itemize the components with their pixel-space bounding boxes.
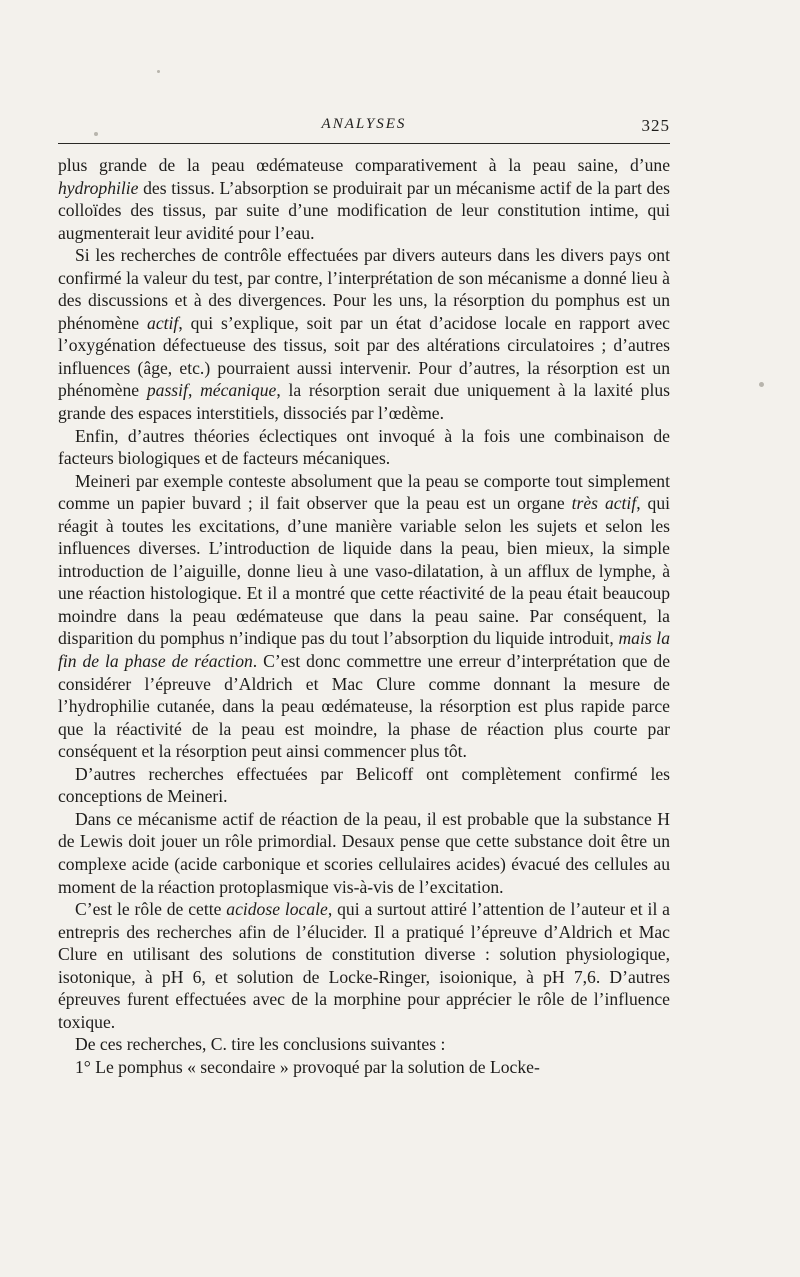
text-run: Meineri par exemple conteste absolument que la peau se comporte tout simplement comme un papier buvard ; il fait observer que la peau est un organe	[58, 470, 670, 514]
body-text	[58, 154, 670, 1078]
text-run: , qui réagit à toutes les excitations, d’une manière variable selon les sujets et selon les influences diverses. L’introduction de liquide dans la peau, bien mieux, la simple introduction de l’aiguille, donne lieu à une vaso-dilatation, à un afflux de lymphe, à une réaction histologique. Et il a montré que cette réactivité de la peau était beaucoup moindre dans la peau œdémateuse que dans la peau saine. Par conséquent, la disparition du pomphus n’indique pas du tout l’absorption du liquide introduit,	[58, 493, 671, 649]
text-run: Si les recherches de contrôle effectuées par divers auteurs dans les divers pays ont confirmé la valeur du test, par contre, l’interprétation de son mécanisme a donné lieu à des discussions et à des divergences. Pour les uns, la résorption du pomphus est un phénomène	[58, 245, 670, 333]
paragraph	[58, 425, 670, 470]
text-run: D’autres recherches effectuées par Belicoff ont complètement confirmé les conceptions de Meineri.	[58, 763, 670, 807]
paragraph	[58, 470, 670, 763]
paragraph	[58, 1033, 670, 1056]
text-run: , qui a surtout attiré l’attention de l’auteur et il a entrepris des recherches afin de l’élucider. Il a pratiqué l’épreuve d’Aldrich et Mac Clure en utilisant des solutions de constitution diverse : solution physiologique, isotonique, à pH 6, et solution de Locke-Ringer, isoionique, à pH 7,6. D’autres épreuves furent effectuées avec de la morphine pour apprécier le rôle de l’influence toxique.	[58, 899, 670, 1032]
paper-speck	[759, 382, 764, 387]
paragraph	[58, 244, 670, 424]
emphasis: très actif	[571, 493, 637, 514]
text-run: De ces recherches, C. tire les conclusions suivantes :	[75, 1034, 446, 1055]
text-run: des tissus. L’absorption se produirait par un mécanisme actif de la part des colloïdes des tissus, par suite d’une modification de leur constitution intime, qui augmenterait leur avidité pour l’eau.	[58, 177, 670, 243]
text-run: plus grande de la peau œdémateuse comparativement à la peau saine, d’une	[58, 155, 670, 175]
header-rule	[58, 143, 670, 144]
text-run: . C’est donc commettre une erreur d’interprétation que de considérer l’épreuve d’Aldrich et Mac Clure comme donnant la mesure de l’hydrophilie cutanée, dans la peau œdémateuse, la résorption est plus rapide parce que la réactivité de la peau est moindre, la phase de réaction plus courte par conséquent et la résorption peut ainsi commencer plus tôt.	[58, 651, 671, 762]
text-run: , qui s’explique, soit par un état d’acidose locale en rapport avec l’oxygénation défectueuse des tissus, soit par des altérations circulatoires ; d’autres influences (âge, etc.) pourraient aussi intervenir. Pour d’autres, la résorption est un phénomène	[58, 312, 670, 401]
paragraph	[58, 154, 670, 244]
text-run: , la résorption serait due uniquement à la laxité plus grande des espaces interstitiels, dissociés par l’œdème.	[58, 380, 671, 424]
emphasis: acidose locale	[226, 899, 328, 920]
paragraph	[58, 898, 670, 1033]
running-title: ANALYSES	[321, 116, 407, 132]
emphasis: actif	[147, 312, 179, 333]
text-run: 1° Le pomphus « secondaire » provoqué par la solution de Locke-	[75, 1056, 540, 1077]
paper-speck	[157, 70, 160, 73]
text-run: C’est le rôle de cette	[75, 899, 227, 920]
running-header	[58, 116, 670, 142]
emphasis: mécanique	[200, 380, 277, 401]
page-number: 325	[641, 116, 670, 135]
paragraph	[58, 808, 670, 898]
text-run: Enfin, d’autres théories éclectiques ont invoqué à la fois une combinaison de facteurs biologiques et de facteurs mécaniques.	[58, 425, 670, 469]
emphasis: mais la fin de la phase de réaction	[58, 628, 670, 672]
paragraph	[58, 1056, 670, 1079]
emphasis: hydrophilie	[58, 177, 139, 198]
emphasis: passif	[146, 380, 188, 401]
text-run: Dans ce mécanisme actif de réaction de la peau, il est probable que la substance H de Lewis doit jouer un rôle primordial. Desaux pense que cette substance doit être un complexe acide (acide carbonique et scories cellulaires acides) évacué des cellules au moment de la réaction protoplasmique vis-à-vis de l’excitation.	[58, 808, 670, 897]
paragraph	[58, 763, 670, 808]
text-run: ,	[187, 380, 201, 401]
paper-speck	[94, 132, 98, 136]
